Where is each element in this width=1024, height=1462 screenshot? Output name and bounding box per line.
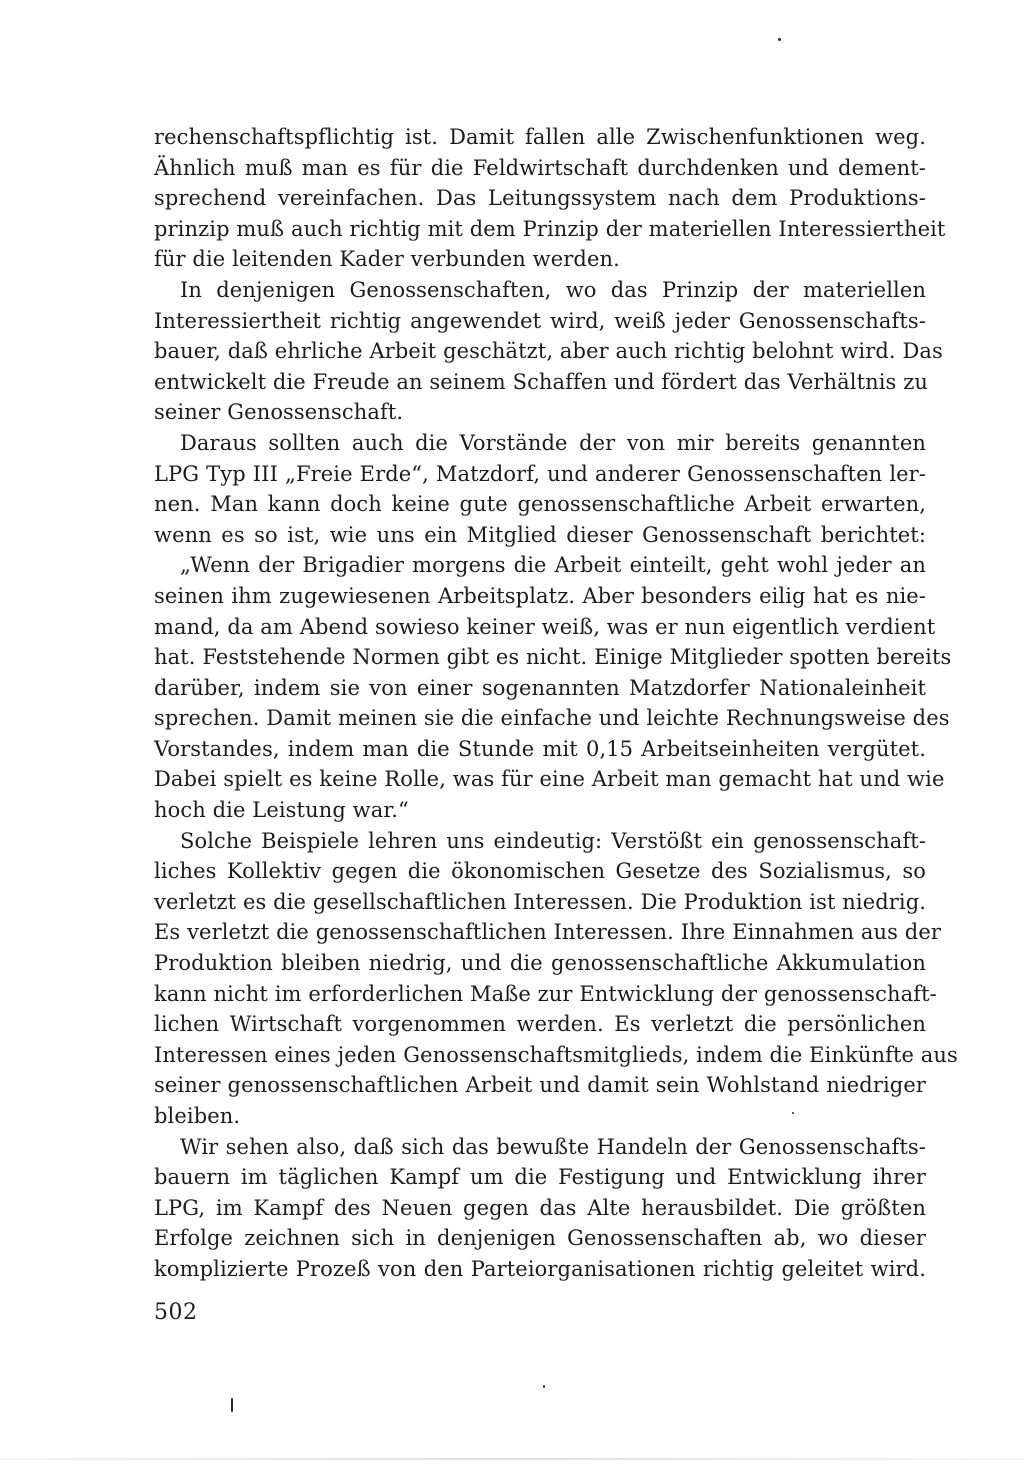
- text-line: kann nicht im erforderlichen Maße zur Entwicklung der genossenschaft-: [154, 981, 937, 1006]
- text-line: seiner genossenschaftlichen Arbeit und damit sein Wohlstand niedriger: [154, 1073, 926, 1098]
- text-line: sprechen. Damit meinen sie die einfache und leichte Rechnungsweise des: [154, 706, 950, 731]
- text-line: mand, da am Abend sowieso keiner weiß, was er nun eigentlich verdient: [154, 614, 936, 639]
- text-line: seiner Genossenschaft.: [154, 400, 404, 425]
- text-line: liches Kollektiv gegen die ökonomischen Gesetze des Sozialismus, so: [154, 859, 926, 884]
- text-line: Produktion bleiben niedrig, und die genossenschaftliche Akkumulation: [154, 951, 926, 976]
- text-line: bauer, daß ehrliche Arbeit geschätzt, aber auch richtig belohnt wird. Das: [154, 339, 943, 364]
- text-line: komplizierte Prozeß von den Parteiorganisationen richtig geleitet wird.: [154, 1256, 926, 1281]
- text-line: Dabei spielt es keine Rolle, was für eine Arbeit man gemacht hat und wie: [154, 767, 945, 792]
- scan-speck: [778, 38, 781, 41]
- text-line: hat. Feststehende Normen gibt es nicht. Einige Mitglieder spotten bereits: [154, 645, 952, 670]
- scan-speck: [543, 1385, 545, 1388]
- text-line: sprechend vereinfachen. Das Leitungssystem nach dem Produktions-: [154, 186, 926, 211]
- text-line: Interessen eines jeden Genossenschaftsmitglieds, indem die Einkünfte aus: [154, 1042, 958, 1067]
- page-body: [154, 122, 958, 1285]
- text-line: verletzt es die gesellschaftlichen Interessen. Die Produktion ist niedrig.: [154, 889, 927, 914]
- text-line: prinzip muß auch richtig mit dem Prinzip der materiellen Interessiertheit: [154, 216, 946, 241]
- text-line: Erfolge zeichnen sich in denjenigen Genossenschaften ab, wo dieser: [154, 1226, 926, 1251]
- text-line: „Wenn der Brigadier morgens die Arbeit einteilt, geht wohl jeder an: [180, 553, 926, 578]
- text-line: In denjenigen Genossenschaften, wo das Prinzip der materiellen: [180, 277, 926, 302]
- text-line: hoch die Leistung war.“: [154, 798, 409, 823]
- text-line: wenn es so ist, wie uns ein Mitglied dieser Genossenschaft berichtet:: [154, 522, 926, 547]
- text-line: nen. Man kann doch keine gute genossenschaftliche Arbeit erwarten,: [154, 492, 926, 517]
- text-line: für die leitenden Kader verbunden werden.: [154, 247, 620, 272]
- text-line: entwickelt die Freude an seinem Schaffen und fördert das Verhältnis zu: [154, 369, 928, 394]
- text-line: rechenschaftspflichtig ist. Damit fallen alle Zwischenfunktionen weg.: [154, 125, 926, 149]
- text-line: Interessiertheit richtig angewendet wird, weiß jeder Genossenschafts-: [154, 308, 926, 333]
- scan-edge: [0, 1458, 1024, 1460]
- text-line: Es verletzt die genossenschaftlichen Interessen. Ihre Einnahmen aus der: [154, 920, 941, 945]
- text-line: LPG, im Kampf des Neuen gegen das Alte herausbildet. Die größten: [154, 1195, 926, 1220]
- text-line: lichen Wirtschaft vorgenommen werden. Es verletzt die persönlichen: [154, 1012, 926, 1037]
- text-line: seinen ihm zugewiesenen Arbeitsplatz. Aber besonders eilig hat es nie-: [154, 583, 926, 608]
- text-line: Wir sehen also, daß sich das bewußte Handeln der Genossenschafts-: [180, 1134, 926, 1159]
- page-number: 502: [154, 1300, 198, 1325]
- text-line: Ähnlich muß man es für die Feldwirtschaft durchdenken und dement-: [154, 155, 926, 180]
- text-line: darüber, indem sie von einer sogenannten Matzdorfer Nationaleinheit: [154, 675, 926, 700]
- text-line: Vorstandes, indem man die Stunde mit 0,15 Arbeitseinheiten vergütet.: [154, 736, 926, 761]
- text-line: LPG Typ III „Freie Erde“, Matzdorf, und anderer Genossenschaften ler-: [154, 461, 926, 486]
- text-line: Solche Beispiele lehren uns eindeutig: Verstößt ein genossenschaft-: [180, 828, 926, 853]
- scan-speck: [231, 1398, 233, 1412]
- text-line: Daraus sollten auch die Vorstände der von mir bereits genannten: [180, 430, 926, 455]
- text-line: bleiben.: [154, 1104, 241, 1128]
- text-line: bauern im täglichen Kampf um die Festigung und Entwicklung ihrer: [154, 1165, 926, 1190]
- scan-speck: [792, 1112, 794, 1114]
